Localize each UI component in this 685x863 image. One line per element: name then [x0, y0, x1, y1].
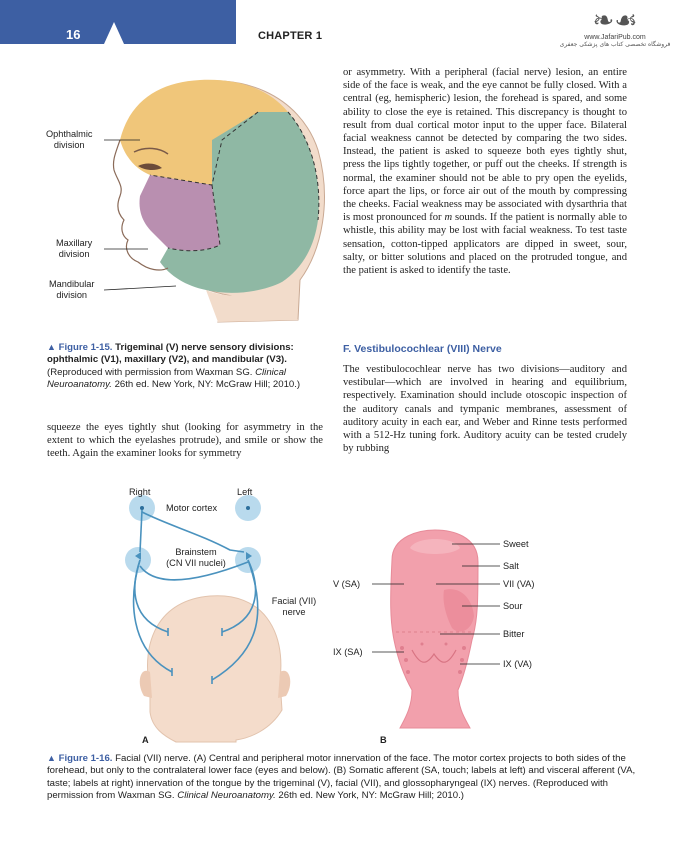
- left-ear: [140, 671, 152, 698]
- tongue-panel-b: [372, 530, 500, 728]
- figure-1-16-caption: ▲ Figure 1-16. Facial (VII) nerve. (A) Central and peripheral motor innervation of the face. The motor cortex projects to both sides of the forehead, but only to the contralateral lower face (eyes and below). (B) Somatic afferent (SA, touch; labels at left) and visceral afferent (VA, taste; labels at right) innervation of the tongue by the trigeminal (V), facial (VII), and glossopharyngeal (IX) nerves. (Reproduced with permission from Waxman SG. Clinical Neuroanatomy. 26th ed. New York, NY: McGraw Hill; 2010.): [47, 753, 636, 802]
- maxillary-region: [140, 175, 221, 251]
- section-heading-vestibulocochlear: F. Vestibulocochlear (VIII) Nerve: [343, 343, 502, 355]
- triangle-marker-icon: ▲: [47, 753, 56, 763]
- facial-nerve-panel-a: [125, 495, 290, 742]
- label-sour: Sour: [503, 601, 523, 611]
- paragraph-vestibulocochlear: The vestibulocochlear nerve has two divisions—auditory and vestibular—which are involved in hearing and equilibrium, respectively. Examination should include otoscopic inspection of the auditory canals and tympanic membranes, assessment of auditory acuity in each ear, and Weber and Rinne tests performed with a 512-Hz tuning fork. Auditory acuity can be tested crudely by rubbing: [343, 364, 627, 455]
- triangle-marker-icon: ▲: [47, 342, 56, 352]
- label-salt: Salt: [503, 561, 519, 571]
- label-v-sa: V (SA): [333, 579, 361, 589]
- paragraph-facial-weakness: or asymmetry. With a peripheral (facial nerve) lesion, an entire side of the face is weak, and the eye cannot be fully closed. With a central (eg, hemispheric) lesion, the forehead is spared, and some ability to close the eye is retained. This discrepancy is thought to result from dual cortical motor input to the upper face. Bilateral facial weakness cannot be detected by comparing the two sides. Instead, the patient is asked to squeeze both eyes tightly shut, press the lips tightly together, or puff out the cheeks. If strength is normal, the examiner should not be able to pry open the eyelids, force apart the lips, or force air out of the mouth by compressing the cheeks. Facial weakness may be associated with dysarthria that is most pronounced for m sounds. If the patient is normally able to whistle, this ability may be lost with facial weakness. To test taste sensation, cotton-tipped applicators are dipped in sweet, sour, salty, or bitter solutions and placed on the protruded tongue, and the patient is asked to identify the taste.: [343, 67, 627, 277]
- figure-1-15-caption: ▲ Figure 1-15. Trigeminal (V) nerve sensory divisions: ophthalmic (V1), maxillary (V2), and mandibular (V3). (Reproduced with permission from Waxman SG. Clinical Neuroanatomy. 26th ed. New York, NY: McGraw Hill; 2010.): [47, 342, 301, 391]
- chapter-label: CHAPTER 1: [258, 30, 323, 42]
- label-left: Left: [237, 487, 253, 497]
- watermark-url: www.JafariPub.com: [584, 34, 646, 41]
- trigeminal-head-illustration: [104, 80, 324, 322]
- label-mandibular: Mandibular division: [49, 279, 95, 300]
- panel-label-b: B: [380, 735, 387, 745]
- label-ix-va: IX (VA): [503, 659, 532, 669]
- page-number: 16: [66, 27, 81, 42]
- watermark-store: فروشگاه تخصصی کتاب های پزشکی جعفری: [559, 41, 671, 48]
- panel-label-a: A: [142, 735, 149, 745]
- label-ix-sa: IX (SA): [333, 647, 363, 657]
- label-right: Right: [129, 487, 151, 497]
- label-vii-va: VII (VA): [503, 579, 535, 589]
- label-facial-nerve: Facial (VII) nerve: [271, 596, 317, 617]
- label-brainstem: Brainstem (CN VII nuclei): [166, 547, 226, 568]
- watermark-logo-icon: ❧︎☙: [592, 6, 638, 36]
- label-sweet: Sweet: [503, 539, 529, 549]
- label-maxillary: Maxillary division: [56, 238, 93, 259]
- label-motor-cortex: Motor cortex: [166, 503, 218, 513]
- right-ear: [278, 671, 290, 698]
- paragraph-squeeze-eyes: squeeze the eyes tightly shut (looking for asymmetry in the extent to which the eyelashes protrude), and smile or show the teeth. Again the examiner looks for symmetry: [47, 422, 323, 460]
- label-ophthalmic: Ophthalmic division: [46, 129, 93, 150]
- label-bitter: Bitter: [503, 629, 525, 639]
